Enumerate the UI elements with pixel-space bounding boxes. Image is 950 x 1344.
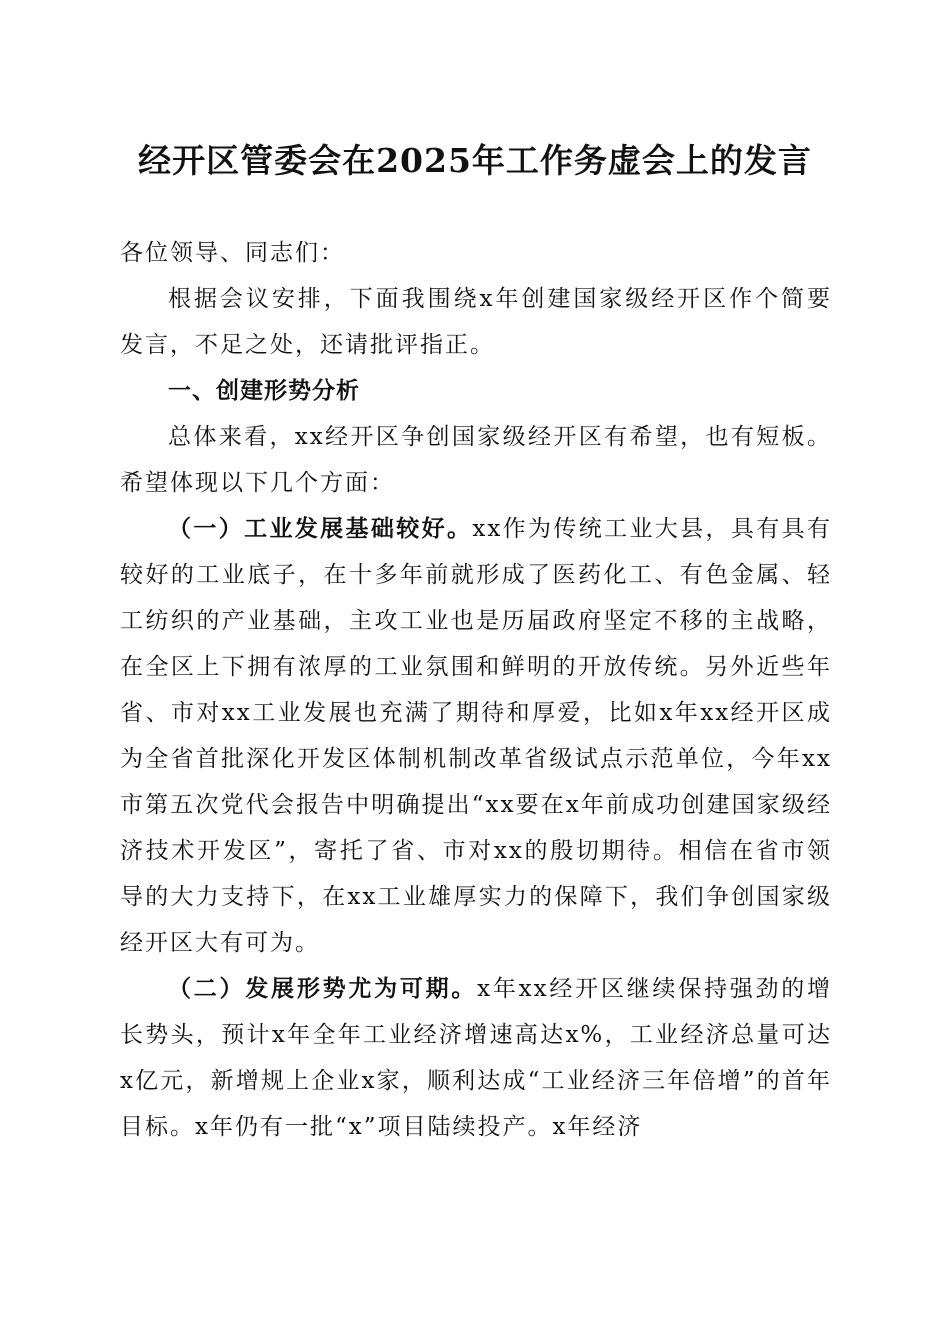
point-lead-1: （一）工业发展基础较好。: [168, 515, 473, 542]
overview-paragraph: 总体来看，xx经开区争创国家级经开区有希望，也有短板。希望体现以下几个方面：: [120, 424, 832, 496]
document-body: [120, 230, 832, 1150]
section-heading: 一、创建形势分析: [168, 378, 360, 404]
point-paragraph-1: [120, 506, 832, 966]
point-paragraph-2: [120, 966, 832, 1150]
point-text-1: xx作为传统工业大县，具有具有较好的工业底子，在十多年前就形成了医药化工、有色金属、轻工纺织的产业基础，主攻工业也是历届政府坚定不移的主战略，在全区上下拥有浓厚的工业氛围和鲜明的开放传统。另外近些年省、市对xx工业发展也充满了期待和厚爱，比如x年xx经开区成为全省首批深化开发区体制机制改革省级试点示范单位，今年xx市第五次党代会报告中明确提出“xx要在x年前成功创建国家级经济技术开发区”，寄托了省、市对xx的殷切期待。相信在省市领导的大力支持下，在xx工业雄厚实力的保障下，我们争创国家级经开区大有可为。: [120, 516, 832, 956]
document-title: 经开区管委会在2025年工作务虚会上的发言: [138, 141, 812, 180]
point-text-2: x年xx经开区继续保持强劲的增长势头，预计x年全年工业经济增速高达x%，工业经济总量可达x亿元，新增规上企业x家，顺利达成“工业经济三年倍增”的首年目标。x年仍有一批“x”项目陆续投产。x年经济: [120, 976, 833, 1140]
point-lead-2: （二）发展形势尤为可期。: [168, 975, 478, 1002]
intro-paragraph: 根据会议安排，下面我围绕x年创建国家级经开区作个简要发言，不足之处，还请批评指正。: [120, 286, 832, 358]
salutation: 各位领导、同志们：: [120, 240, 345, 266]
